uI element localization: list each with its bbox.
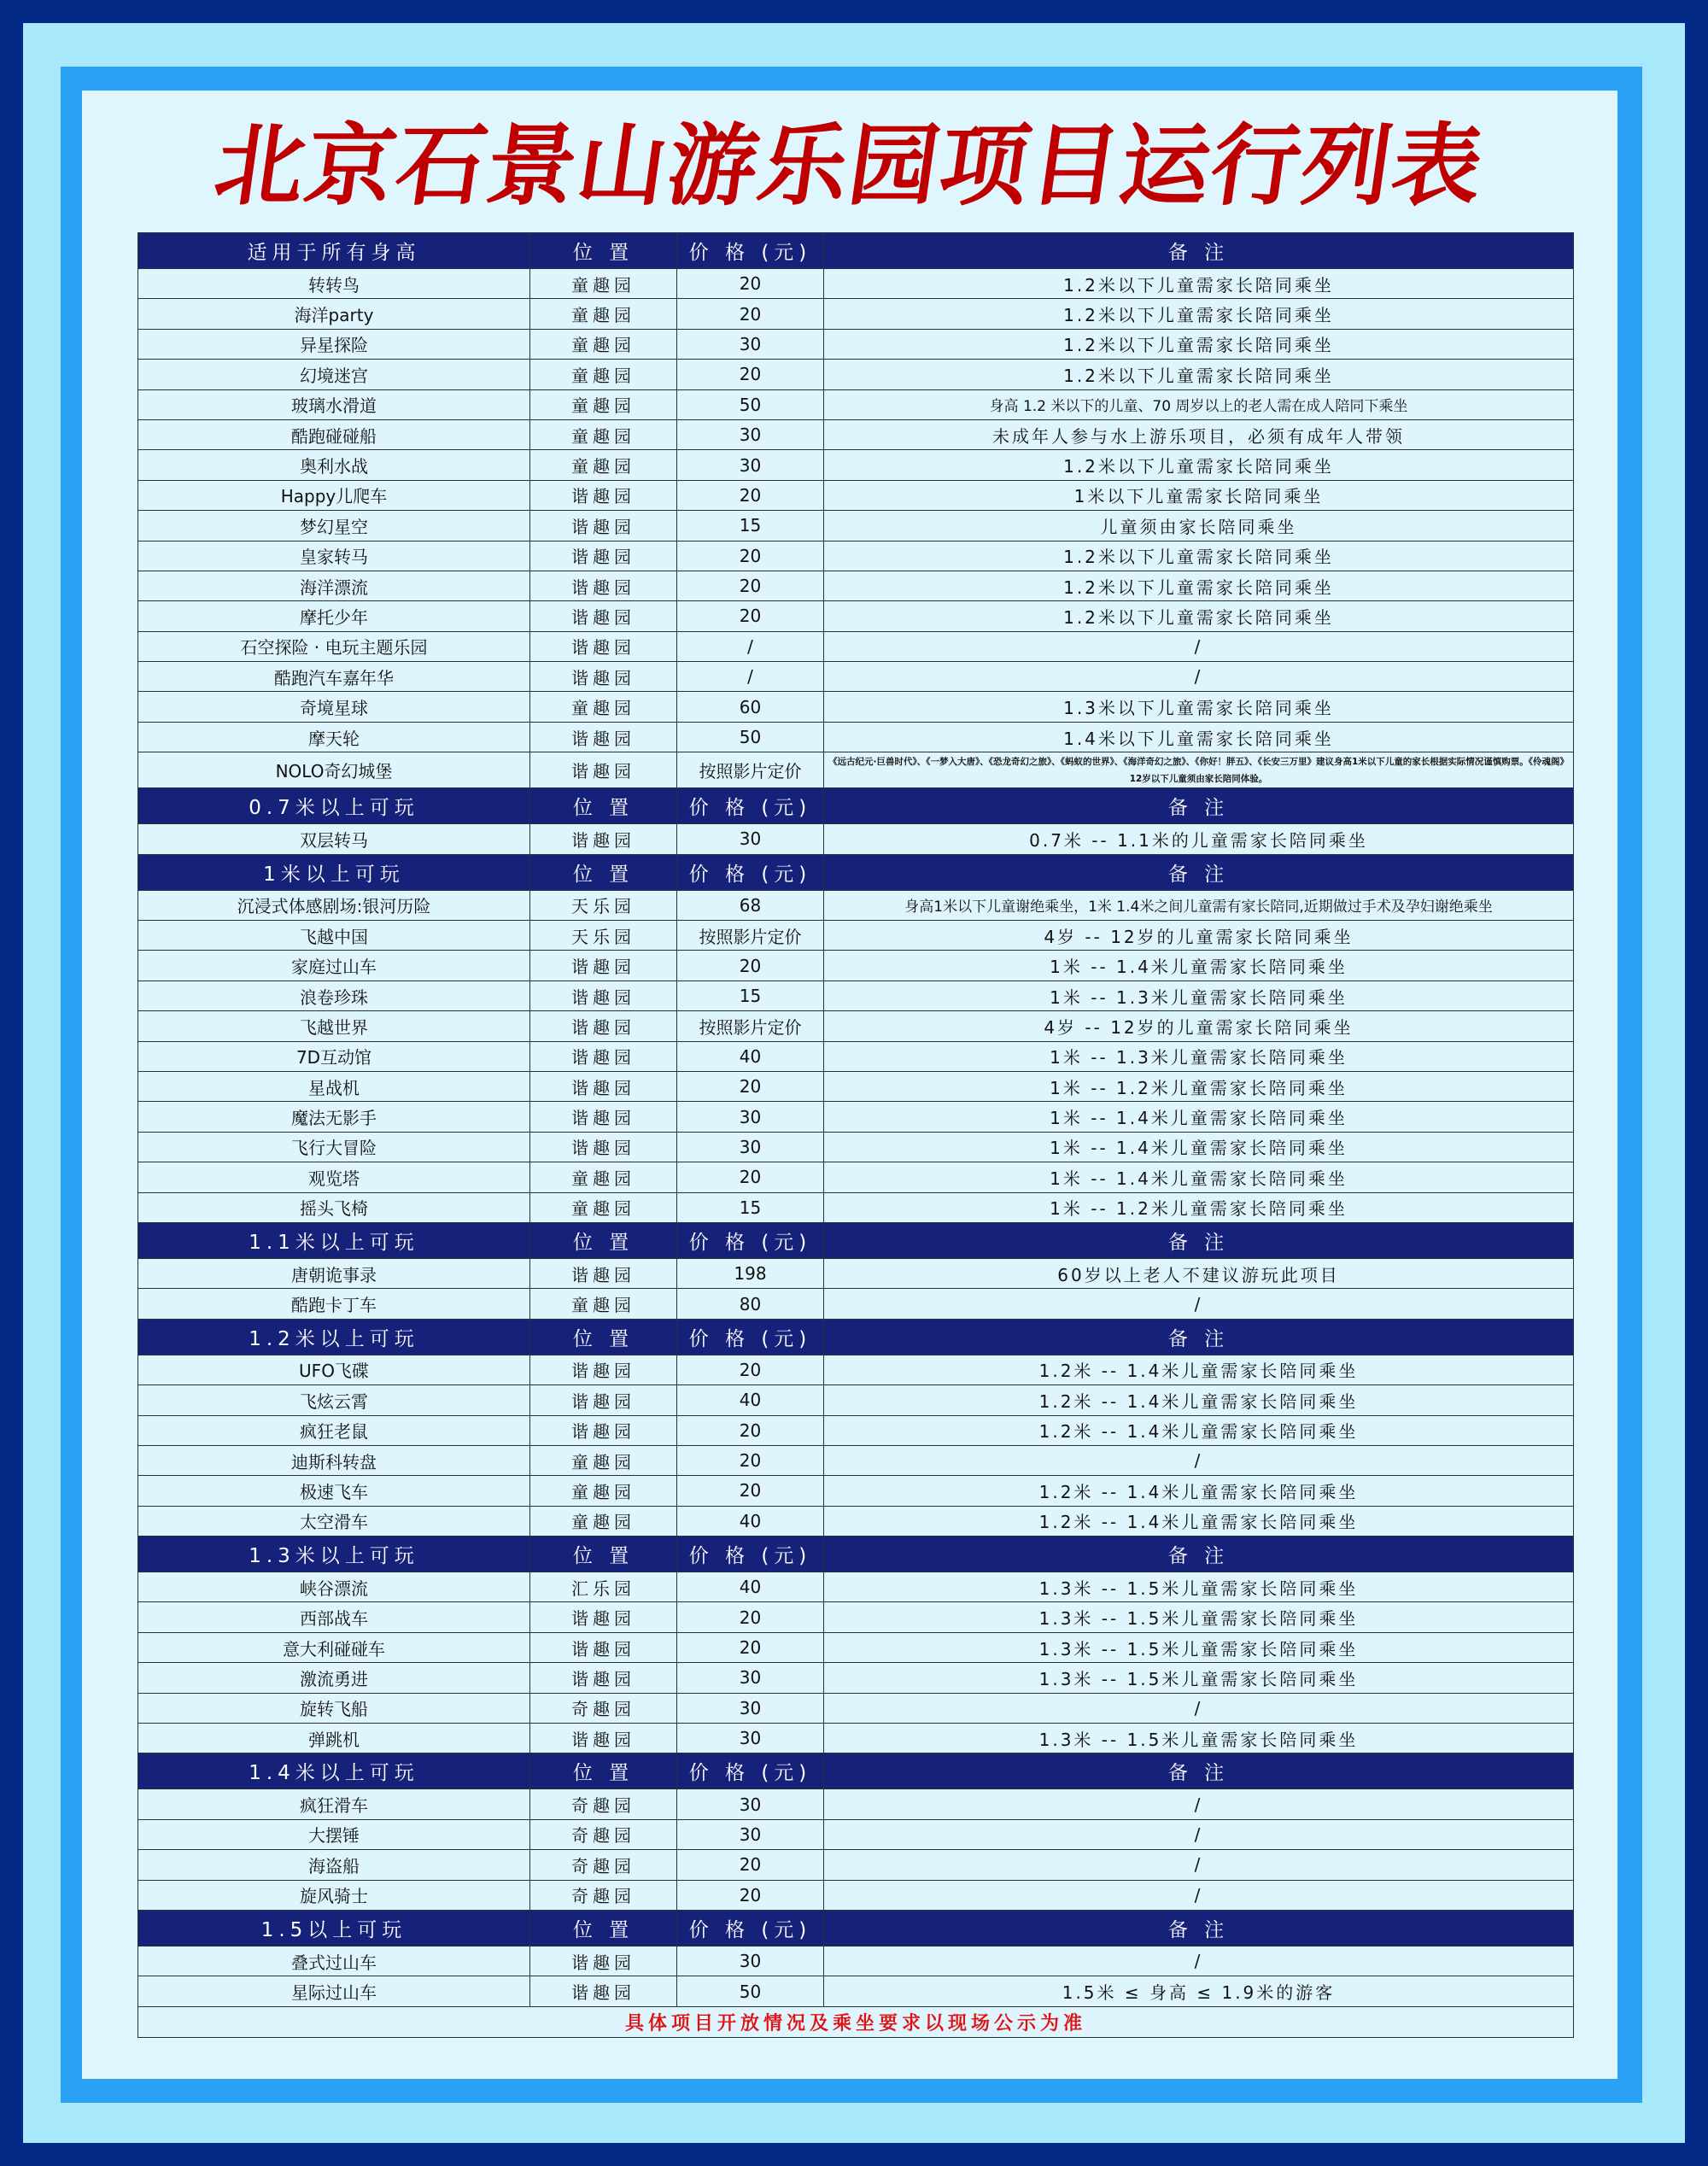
ride-name: 奥利水战 bbox=[138, 450, 530, 480]
section-heading: 1.1米以上可玩 bbox=[138, 1222, 530, 1258]
ride-location: 童趣园 bbox=[530, 1162, 677, 1192]
table-row bbox=[138, 1506, 1574, 1536]
ride-note: 1.2米 -- 1.4米儿童需家长陪同乘坐 bbox=[824, 1415, 1574, 1445]
ride-name: 飞炫云霄 bbox=[138, 1385, 530, 1415]
ride-location: 谐趣园 bbox=[530, 1663, 677, 1693]
ride-name: 7D互动馆 bbox=[138, 1041, 530, 1071]
ride-name: 弹跳机 bbox=[138, 1724, 530, 1753]
ride-name: 太空滑车 bbox=[138, 1506, 530, 1536]
ride-name: 意大利碰碰车 bbox=[138, 1632, 530, 1662]
ride-location: 谐趣园 bbox=[530, 981, 677, 1010]
table-row bbox=[138, 419, 1574, 449]
table-row bbox=[138, 1724, 1574, 1753]
ride-location: 天乐园 bbox=[530, 890, 677, 920]
ride-name: 家庭过山车 bbox=[138, 951, 530, 981]
ride-note: / bbox=[824, 662, 1574, 692]
table-row bbox=[138, 1476, 1574, 1506]
ride-location: 奇趣园 bbox=[530, 1850, 677, 1880]
footer-notice: 具体项目开放情况及乘坐要求以现场公示为准 bbox=[138, 2006, 1574, 2037]
ride-note: 1.2米 -- 1.4米儿童需家长陪同乘坐 bbox=[824, 1476, 1574, 1506]
table-row bbox=[138, 752, 1574, 788]
page-title: 北京石景山游乐园项目运行列表 bbox=[208, 114, 1491, 218]
table-row bbox=[138, 951, 1574, 981]
section-heading: 1.5以上可玩 bbox=[138, 1910, 530, 1946]
table-row bbox=[138, 1162, 1574, 1192]
ride-name: 疯狂滑车 bbox=[138, 1789, 530, 1819]
table-row bbox=[138, 1132, 1574, 1162]
ride-location: 谐趣园 bbox=[530, 1132, 677, 1162]
note-column-header: 备 注 bbox=[824, 233, 1574, 269]
ride-note: 4岁 -- 12岁的儿童需家长陪同乘坐 bbox=[824, 921, 1574, 951]
ride-note: 1米 -- 1.3米儿童需家长陪同乘坐 bbox=[824, 1041, 1574, 1071]
table-row bbox=[138, 1041, 1574, 1071]
price-column-header: 价 格 (元) bbox=[677, 854, 824, 890]
table-row bbox=[138, 1071, 1574, 1101]
ride-price: 15 bbox=[677, 1192, 824, 1222]
ride-price: 68 bbox=[677, 890, 824, 920]
ride-note: / bbox=[824, 1850, 1574, 1880]
ride-note: 1.4米以下儿童需家长陪同乘坐 bbox=[824, 722, 1574, 752]
ride-note: 1.5米 ≤ 身高 ≤ 1.9米的游客 bbox=[824, 1976, 1574, 2006]
section-header-row bbox=[138, 854, 1574, 890]
ride-location: 奇趣园 bbox=[530, 1880, 677, 1910]
ride-price: 20 bbox=[677, 1445, 824, 1475]
ride-note: 《远古纪元·巨兽时代》、《一梦入大唐》、《恐龙奇幻之旅》、《蚂蚁的世界》、《海洋奇幻之旅》、《你好！胖五》、《长安三万里》建议身高1米以下儿童的家长根据实际情况谨慎购票。《伶魂阁》12岁以下儿童须由家长陪同体验。 bbox=[824, 752, 1574, 788]
ride-location: 谐趣园 bbox=[530, 571, 677, 600]
ride-note: 1.3米 -- 1.5米儿童需家长陪同乘坐 bbox=[824, 1572, 1574, 1602]
ride-location: 谐趣园 bbox=[530, 951, 677, 981]
ride-name: 异星探险 bbox=[138, 329, 530, 359]
location-column-header: 位 置 bbox=[530, 233, 677, 269]
ride-name: 飞越世界 bbox=[138, 1011, 530, 1041]
ride-note: 1.2米以下儿童需家长陪同乘坐 bbox=[824, 450, 1574, 480]
ride-price: 80 bbox=[677, 1289, 824, 1319]
ride-location: 谐趣园 bbox=[530, 662, 677, 692]
ride-location: 童趣园 bbox=[530, 692, 677, 722]
ride-price: 20 bbox=[677, 541, 824, 571]
ride-price: 20 bbox=[677, 1880, 824, 1910]
table-row bbox=[138, 631, 1574, 661]
section-heading: 1米以上可玩 bbox=[138, 854, 530, 890]
table-row bbox=[138, 541, 1574, 571]
ride-location: 谐趣园 bbox=[530, 1385, 677, 1415]
table-row bbox=[138, 571, 1574, 600]
ride-note: 1.2米 -- 1.4米儿童需家长陪同乘坐 bbox=[824, 1506, 1574, 1536]
section-heading: 1.2米以上可玩 bbox=[138, 1319, 530, 1355]
table-row bbox=[138, 1632, 1574, 1662]
rides-table-body bbox=[138, 233, 1574, 2038]
ride-price: 30 bbox=[677, 1946, 824, 1976]
ride-location: 谐趣园 bbox=[530, 752, 677, 788]
ride-location: 谐趣园 bbox=[530, 1041, 677, 1071]
ride-location: 谐趣园 bbox=[530, 722, 677, 752]
table-row bbox=[138, 981, 1574, 1010]
ride-price: 20 bbox=[677, 1415, 824, 1445]
ride-location: 谐趣园 bbox=[530, 1415, 677, 1445]
ride-price: 20 bbox=[677, 601, 824, 631]
ride-note: 1.3米 -- 1.5米儿童需家长陪同乘坐 bbox=[824, 1602, 1574, 1632]
ride-name: 摩天轮 bbox=[138, 722, 530, 752]
ride-note: 1.2米 -- 1.4米儿童需家长陪同乘坐 bbox=[824, 1355, 1574, 1384]
ride-location: 童趣园 bbox=[530, 360, 677, 389]
ride-note: 1米 -- 1.2米儿童需家长陪同乘坐 bbox=[824, 1192, 1574, 1222]
ride-note: 1.2米以下儿童需家长陪同乘坐 bbox=[824, 329, 1574, 359]
ride-name: 海洋漂流 bbox=[138, 571, 530, 600]
location-column-header: 位 置 bbox=[530, 1319, 677, 1355]
ride-location: 谐趣园 bbox=[530, 1011, 677, 1041]
ride-location: 谐趣园 bbox=[530, 601, 677, 631]
ride-note: 60岁以上老人不建议游玩此项目 bbox=[824, 1258, 1574, 1288]
ride-location: 谐趣园 bbox=[530, 1976, 677, 2006]
ride-location: 谐趣园 bbox=[530, 1632, 677, 1662]
ride-location: 谐趣园 bbox=[530, 1355, 677, 1384]
ride-name: 疯狂老鼠 bbox=[138, 1415, 530, 1445]
ride-location: 童趣园 bbox=[530, 1289, 677, 1319]
ride-price: 按照影片定价 bbox=[677, 921, 824, 951]
ride-name: 奇境星球 bbox=[138, 692, 530, 722]
table-row bbox=[138, 1102, 1574, 1132]
ride-name: 玻璃水滑道 bbox=[138, 389, 530, 419]
ride-name: 叠式过山车 bbox=[138, 1946, 530, 1976]
note-column-header: 备 注 bbox=[824, 1319, 1574, 1355]
ride-name: 幻境迷宫 bbox=[138, 360, 530, 389]
ride-location: 谐趣园 bbox=[530, 1946, 677, 1976]
section-header-row bbox=[138, 788, 1574, 824]
ride-note: / bbox=[824, 1946, 1574, 1976]
table-row bbox=[138, 1693, 1574, 1723]
ride-location: 童趣园 bbox=[530, 419, 677, 449]
section-heading: 1.3米以上可玩 bbox=[138, 1537, 530, 1572]
ride-location: 童趣园 bbox=[530, 1445, 677, 1475]
ride-note: 身高 1.2 米以下的儿童、70 周岁以上的老人需在成人陪同下乘坐 bbox=[824, 389, 1574, 419]
ride-price: 20 bbox=[677, 571, 824, 600]
section-header-row bbox=[138, 1537, 1574, 1572]
ride-note: 1.2米以下儿童需家长陪同乘坐 bbox=[824, 299, 1574, 329]
ride-note: 1.3米 -- 1.5米儿童需家长陪同乘坐 bbox=[824, 1663, 1574, 1693]
ride-name: 摇头飞椅 bbox=[138, 1192, 530, 1222]
ride-price: 30 bbox=[677, 450, 824, 480]
ride-price: 40 bbox=[677, 1385, 824, 1415]
table-row bbox=[138, 1385, 1574, 1415]
ride-price: 30 bbox=[677, 1789, 824, 1819]
footer-row bbox=[138, 2006, 1574, 2037]
ride-name: 西部战车 bbox=[138, 1602, 530, 1632]
location-column-header: 位 置 bbox=[530, 1222, 677, 1258]
section-heading: 0.7米以上可玩 bbox=[138, 788, 530, 824]
price-column-header: 价 格 (元) bbox=[677, 1222, 824, 1258]
price-column-header: 价 格 (元) bbox=[677, 233, 824, 269]
ride-price: 30 bbox=[677, 1693, 824, 1723]
ride-location: 谐趣园 bbox=[530, 511, 677, 541]
ride-price: 20 bbox=[677, 1162, 824, 1192]
ride-location: 童趣园 bbox=[530, 389, 677, 419]
section-header-row bbox=[138, 1910, 1574, 1946]
table-row bbox=[138, 1880, 1574, 1910]
location-column-header: 位 置 bbox=[530, 788, 677, 824]
note-column-header: 备 注 bbox=[824, 788, 1574, 824]
table-row bbox=[138, 1663, 1574, 1693]
ride-name: 酷跑汽车嘉年华 bbox=[138, 662, 530, 692]
table-row bbox=[138, 1445, 1574, 1475]
ride-note: 未成年人参与水上游乐项目，必须有成年人带领 bbox=[824, 419, 1574, 449]
ride-price: 30 bbox=[677, 824, 824, 854]
ride-name: 沉浸式体感剧场:银河历险 bbox=[138, 890, 530, 920]
ride-name: 酷跑碰碰船 bbox=[138, 419, 530, 449]
ride-name: 激流勇进 bbox=[138, 1663, 530, 1693]
ride-name: 魔法无影手 bbox=[138, 1102, 530, 1132]
rides-table bbox=[137, 232, 1574, 2038]
table-row bbox=[138, 1192, 1574, 1222]
table-row bbox=[138, 1415, 1574, 1445]
ride-note: 1.2米以下儿童需家长陪同乘坐 bbox=[824, 269, 1574, 299]
ride-price: 30 bbox=[677, 1663, 824, 1693]
ride-location: 谐趣园 bbox=[530, 1258, 677, 1288]
ride-name: 唐朝诡事录 bbox=[138, 1258, 530, 1288]
ride-price: 20 bbox=[677, 951, 824, 981]
ride-name: 旋转飞船 bbox=[138, 1693, 530, 1723]
section-heading: 适用于所有身高 bbox=[138, 233, 530, 269]
ride-note: 1.2米 -- 1.4米儿童需家长陪同乘坐 bbox=[824, 1385, 1574, 1415]
price-column-header: 价 格 (元) bbox=[677, 1753, 824, 1789]
table-row bbox=[138, 450, 1574, 480]
ride-location: 谐趣园 bbox=[530, 1071, 677, 1101]
ride-note: 4岁 -- 12岁的儿童需家长陪同乘坐 bbox=[824, 1011, 1574, 1041]
note-column-header: 备 注 bbox=[824, 854, 1574, 890]
ride-note: 0.7米 -- 1.1米的儿童需家长陪同乘坐 bbox=[824, 824, 1574, 854]
ride-note: 1.3米 -- 1.5米儿童需家长陪同乘坐 bbox=[824, 1724, 1574, 1753]
ride-name: 摩托少年 bbox=[138, 601, 530, 631]
ride-price: 30 bbox=[677, 1102, 824, 1132]
ride-location: 童趣园 bbox=[530, 1506, 677, 1536]
ride-price: 50 bbox=[677, 389, 824, 419]
table-row bbox=[138, 1976, 1574, 2006]
table-row bbox=[138, 1602, 1574, 1632]
price-column-header: 价 格 (元) bbox=[677, 1319, 824, 1355]
table-row bbox=[138, 824, 1574, 854]
ride-price: 40 bbox=[677, 1572, 824, 1602]
ride-price: 60 bbox=[677, 692, 824, 722]
ride-name: 酷跑卡丁车 bbox=[138, 1289, 530, 1319]
ride-price: 20 bbox=[677, 1850, 824, 1880]
ride-location: 谐趣园 bbox=[530, 1724, 677, 1753]
ride-note: 1米 -- 1.3米儿童需家长陪同乘坐 bbox=[824, 981, 1574, 1010]
ride-price: 50 bbox=[677, 1976, 824, 2006]
ride-name: 大摆锤 bbox=[138, 1819, 530, 1849]
ride-name: 石空探险 · 电玩主题乐园 bbox=[138, 631, 530, 661]
table-row bbox=[138, 299, 1574, 329]
ride-note: / bbox=[824, 1880, 1574, 1910]
ride-note: 身高1米以下儿童谢绝乘坐，1米 1.4米之间儿童需有家长陪同,近期做过手术及孕妇谢绝乘坐 bbox=[824, 890, 1574, 920]
ride-name: 旋风骑士 bbox=[138, 1880, 530, 1910]
location-column-header: 位 置 bbox=[530, 1910, 677, 1946]
table-row bbox=[138, 1819, 1574, 1849]
ride-price: 50 bbox=[677, 722, 824, 752]
ride-location: 天乐园 bbox=[530, 921, 677, 951]
ride-name: 峡谷漂流 bbox=[138, 1572, 530, 1602]
ride-location: 奇趣园 bbox=[530, 1819, 677, 1849]
ride-note: 1.2米以下儿童需家长陪同乘坐 bbox=[824, 541, 1574, 571]
ride-note: 1米 -- 1.4米儿童需家长陪同乘坐 bbox=[824, 1102, 1574, 1132]
ride-name: 梦幻星空 bbox=[138, 511, 530, 541]
table-row bbox=[138, 921, 1574, 951]
ride-price: 按照影片定价 bbox=[677, 752, 824, 788]
table-row bbox=[138, 329, 1574, 359]
ride-price: 30 bbox=[677, 419, 824, 449]
ride-note: / bbox=[824, 1789, 1574, 1819]
ride-name: 观览塔 bbox=[138, 1162, 530, 1192]
table-row bbox=[138, 480, 1574, 510]
ride-price: 20 bbox=[677, 1071, 824, 1101]
ride-price: 20 bbox=[677, 1476, 824, 1506]
ride-name: 双层转马 bbox=[138, 824, 530, 854]
ride-price: 20 bbox=[677, 1632, 824, 1662]
section-header-row bbox=[138, 1319, 1574, 1355]
ride-name: 迪斯科转盘 bbox=[138, 1445, 530, 1475]
ride-note: 儿童须由家长陪同乘坐 bbox=[824, 511, 1574, 541]
ride-price: 20 bbox=[677, 1355, 824, 1384]
table-row bbox=[138, 601, 1574, 631]
table-row bbox=[138, 722, 1574, 752]
ride-name: 浪卷珍珠 bbox=[138, 981, 530, 1010]
ride-name: 海洋party bbox=[138, 299, 530, 329]
ride-price: 20 bbox=[677, 480, 824, 510]
note-column-header: 备 注 bbox=[824, 1753, 1574, 1789]
ride-location: 奇趣园 bbox=[530, 1693, 677, 1723]
ride-note: 1.3米 -- 1.5米儿童需家长陪同乘坐 bbox=[824, 1632, 1574, 1662]
table-row bbox=[138, 1572, 1574, 1602]
table-row bbox=[138, 692, 1574, 722]
ride-note: / bbox=[824, 1289, 1574, 1319]
ride-note: / bbox=[824, 1819, 1574, 1849]
ride-price: 198 bbox=[677, 1258, 824, 1288]
ride-price: 15 bbox=[677, 511, 824, 541]
price-column-header: 价 格 (元) bbox=[677, 1910, 824, 1946]
ride-note: 1.3米以下儿童需家长陪同乘坐 bbox=[824, 692, 1574, 722]
ride-location: 童趣园 bbox=[530, 1192, 677, 1222]
table-row bbox=[138, 1850, 1574, 1880]
location-column-header: 位 置 bbox=[530, 1537, 677, 1572]
ride-location: 奇趣园 bbox=[530, 1789, 677, 1819]
section-heading: 1.4米以上可玩 bbox=[138, 1753, 530, 1789]
ride-name: 海盗船 bbox=[138, 1850, 530, 1880]
ride-name: UFO飞碟 bbox=[138, 1355, 530, 1384]
ride-note: 1米以下儿童需家长陪同乘坐 bbox=[824, 480, 1574, 510]
ride-location: 谐趣园 bbox=[530, 1102, 677, 1132]
ride-note: / bbox=[824, 631, 1574, 661]
section-header-row bbox=[138, 233, 1574, 269]
ride-name: 星际过山车 bbox=[138, 1976, 530, 2006]
price-column-header: 价 格 (元) bbox=[677, 1537, 824, 1572]
ride-name: Happy儿爬车 bbox=[138, 480, 530, 510]
ride-note: 1.2米以下儿童需家长陪同乘坐 bbox=[824, 360, 1574, 389]
ride-location: 谐趣园 bbox=[530, 824, 677, 854]
ride-price: 40 bbox=[677, 1041, 824, 1071]
table-row bbox=[138, 662, 1574, 692]
ride-price: 20 bbox=[677, 269, 824, 299]
note-column-header: 备 注 bbox=[824, 1537, 1574, 1572]
ride-price: 20 bbox=[677, 360, 824, 389]
ride-price: / bbox=[677, 631, 824, 661]
table-row bbox=[138, 1289, 1574, 1319]
ride-note: / bbox=[824, 1693, 1574, 1723]
ride-location: 童趣园 bbox=[530, 299, 677, 329]
ride-note: / bbox=[824, 1445, 1574, 1475]
ride-note: 1.2米以下儿童需家长陪同乘坐 bbox=[824, 571, 1574, 600]
ride-price: 15 bbox=[677, 981, 824, 1010]
ride-location: 谐趣园 bbox=[530, 480, 677, 510]
ride-location: 童趣园 bbox=[530, 450, 677, 480]
ride-name: 星战机 bbox=[138, 1071, 530, 1101]
ride-location: 童趣园 bbox=[530, 329, 677, 359]
ride-name: 转转鸟 bbox=[138, 269, 530, 299]
ride-price: 30 bbox=[677, 1819, 824, 1849]
poster-panel bbox=[82, 91, 1617, 2079]
ride-name: 飞越中国 bbox=[138, 921, 530, 951]
table-row bbox=[138, 511, 1574, 541]
table-row bbox=[138, 360, 1574, 389]
ride-location: 汇乐园 bbox=[530, 1572, 677, 1602]
ride-price: / bbox=[677, 662, 824, 692]
ride-price: 20 bbox=[677, 299, 824, 329]
ride-note: 1.2米以下儿童需家长陪同乘坐 bbox=[824, 601, 1574, 631]
ride-price: 30 bbox=[677, 1724, 824, 1753]
ride-price: 按照影片定价 bbox=[677, 1011, 824, 1041]
ride-note: 1米 -- 1.4米儿童需家长陪同乘坐 bbox=[824, 1162, 1574, 1192]
table-row bbox=[138, 1258, 1574, 1288]
ride-name: 极速飞车 bbox=[138, 1476, 530, 1506]
price-column-header: 价 格 (元) bbox=[677, 788, 824, 824]
location-column-header: 位 置 bbox=[530, 854, 677, 890]
table-row bbox=[138, 389, 1574, 419]
table-row bbox=[138, 269, 1574, 299]
ride-price: 20 bbox=[677, 1602, 824, 1632]
ride-name: 皇家转马 bbox=[138, 541, 530, 571]
ride-location: 谐趣园 bbox=[530, 631, 677, 661]
table-row bbox=[138, 1789, 1574, 1819]
ride-price: 40 bbox=[677, 1506, 824, 1536]
table-row bbox=[138, 1011, 1574, 1041]
ride-location: 童趣园 bbox=[530, 269, 677, 299]
ride-location: 谐趣园 bbox=[530, 541, 677, 571]
ride-note: 1米 -- 1.4米儿童需家长陪同乘坐 bbox=[824, 951, 1574, 981]
ride-location: 童趣园 bbox=[530, 1476, 677, 1506]
note-column-header: 备 注 bbox=[824, 1910, 1574, 1946]
ride-price: 30 bbox=[677, 329, 824, 359]
ride-note: 1米 -- 1.4米儿童需家长陪同乘坐 bbox=[824, 1132, 1574, 1162]
section-header-row bbox=[138, 1222, 1574, 1258]
ride-price: 30 bbox=[677, 1132, 824, 1162]
ride-name: 飞行大冒险 bbox=[138, 1132, 530, 1162]
table-row bbox=[138, 1946, 1574, 1976]
ride-note: 1米 -- 1.2米儿童需家长陪同乘坐 bbox=[824, 1071, 1574, 1101]
ride-name: NOLO奇幻城堡 bbox=[138, 752, 530, 788]
ride-location: 谐趣园 bbox=[530, 1602, 677, 1632]
location-column-header: 位 置 bbox=[530, 1753, 677, 1789]
note-column-header: 备 注 bbox=[824, 1222, 1574, 1258]
section-header-row bbox=[138, 1753, 1574, 1789]
table-row bbox=[138, 890, 1574, 920]
table-row bbox=[138, 1355, 1574, 1384]
